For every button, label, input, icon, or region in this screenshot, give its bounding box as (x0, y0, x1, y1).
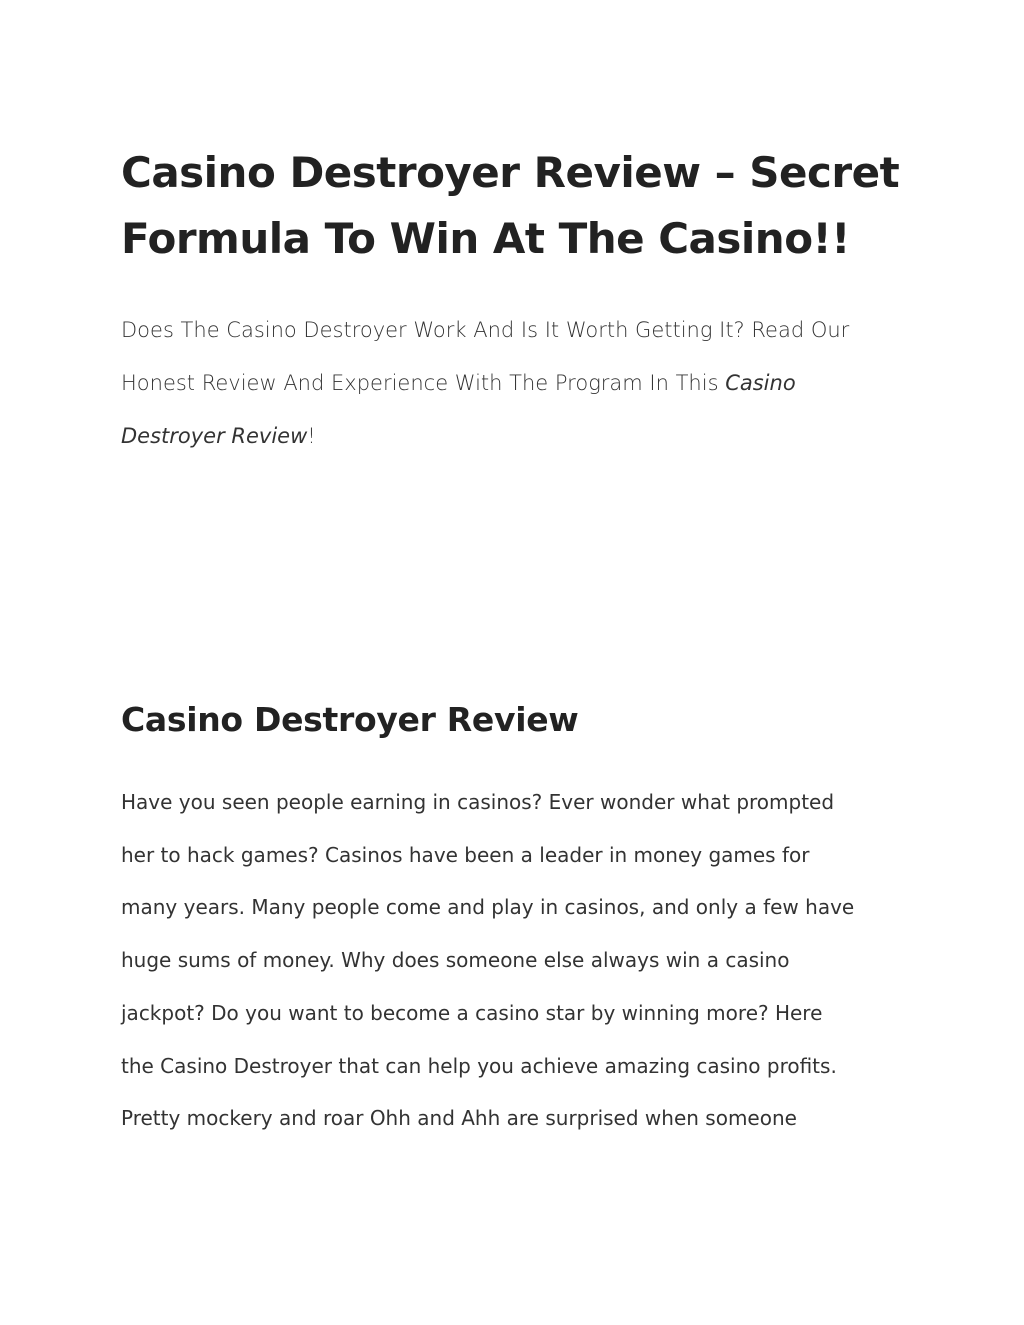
body-line: jackpot? Do you want to become a casino star by winning more? Here (121, 1000, 823, 1025)
section-heading: Casino Destroyer Review (121, 700, 579, 739)
body-line: Have you seen people earning in casinos? Ever wonder what prompted (121, 790, 835, 814)
intro-line-3 (121, 410, 911, 463)
body-line: Pretty mockery and roar Ohh and Ahh are surprised when someone (121, 1106, 797, 1131)
article-title-line-2: Formula To Win At The Casino!! (121, 214, 850, 263)
intro-line-2 (121, 357, 911, 410)
article-title (121, 140, 911, 272)
article-intro (121, 304, 911, 463)
article-title-line-1: Casino Destroyer Review – Secret (121, 148, 900, 197)
intro-line-3-text: ! (307, 424, 316, 448)
body-line: the Casino Destroyer that can help you achieve amazing casino profits. (121, 1053, 837, 1078)
body-line: many years. Many people come and play in casinos, and only a few have (121, 895, 855, 920)
body-line: huge sums of money. Why does someone else always win a casino (121, 948, 790, 973)
body-line: her to hack games? Casinos have been a leader in money games for (121, 842, 810, 867)
intro-line-1: Does The Casino Destroyer Work And Is It Worth Getting It? Read Our (121, 318, 850, 342)
intro-line-2-italic: Casino (725, 371, 796, 395)
intro-line-2-text: Honest Review And Experience With The Program In This (121, 371, 726, 395)
intro-line-3-italic: Destroyer Review (121, 424, 308, 448)
section-body (121, 776, 911, 1145)
